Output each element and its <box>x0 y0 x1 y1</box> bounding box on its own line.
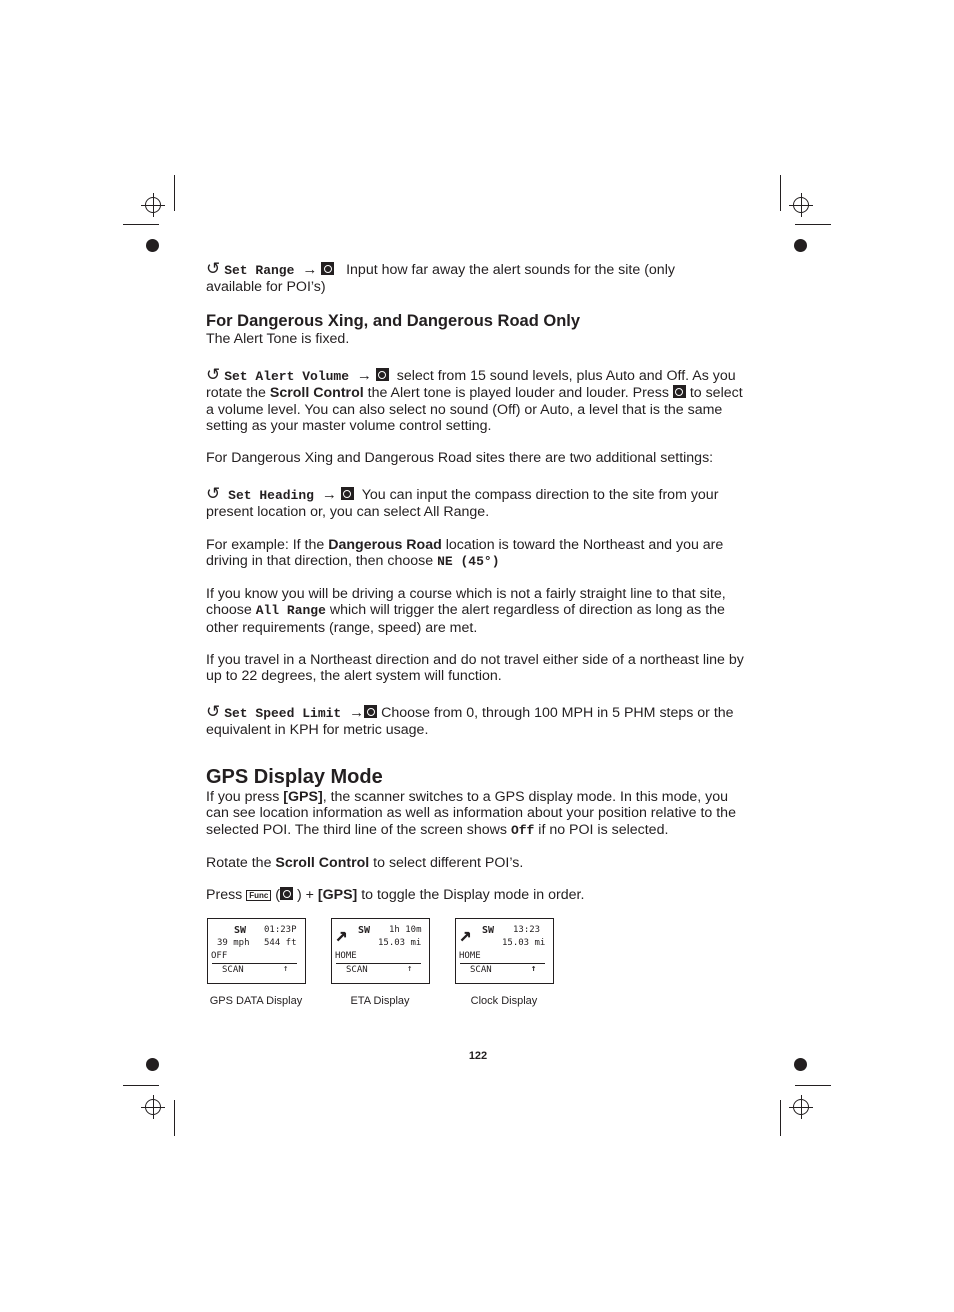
registration-dot-icon <box>146 239 159 252</box>
registration-dot-icon <box>146 1058 159 1071</box>
crop-mark <box>795 1085 831 1086</box>
crop-mark <box>174 1100 175 1136</box>
scroll-knob-icon <box>280 887 293 900</box>
course-paragraph: If you know you will be driving a course which is not a fairly straight line to that site, choose All Range which will trigger the alert regardless of direction as long as the other requirements (range, speed) are met. <box>206 586 726 636</box>
crop-mark <box>795 224 831 225</box>
lcd-poi: OFF <box>211 951 228 961</box>
crop-mark <box>123 1085 159 1086</box>
scroll-knob-icon <box>341 487 354 500</box>
set-heading-label: Set Heading <box>228 488 314 503</box>
gps-paragraph-3: Press Func ( ) + [GPS] to toggle the Display mode in order. <box>206 887 585 903</box>
scroll-knob-icon <box>376 368 389 381</box>
registration-mark-icon <box>145 1099 161 1115</box>
set-heading-paragraph: ↺ Set Heading → You can input the compass direction to the site from your present location or, you can select All Range. <box>206 484 719 521</box>
rotate-icon: ↺ <box>206 259 221 278</box>
lcd-clock-display <box>455 918 554 984</box>
set-range-label: Set Range <box>224 263 295 278</box>
func-key-icon: Func <box>246 890 271 901</box>
lcd-altitude: 544 ft <box>264 938 297 948</box>
lcd-distance: 15.03 mi <box>378 938 422 948</box>
gps-paragraph-1: If you press [GPS], the scanner switches to a GPS display mode. In this mode, you can see location information as well as information about your position relative to the selected POI. The third line of the screen shows Off if no POI is selected. <box>206 789 736 838</box>
set-speed-limit-label: Set Speed Limit <box>224 706 342 721</box>
lcd-speed: 39 mph <box>217 938 250 948</box>
set-alert-volume-label: Set Alert Volume <box>224 369 350 384</box>
lcd-mode: SCAN <box>470 965 492 975</box>
alert-tone-fixed: The Alert Tone is fixed. <box>206 331 350 347</box>
lcd-direction: SW <box>482 925 495 936</box>
registration-dot-icon <box>794 1058 807 1071</box>
caption-gps-data: GPS DATA Display <box>209 995 303 1007</box>
lcd-poi: HOME <box>459 951 481 961</box>
northeast-paragraph: If you travel in a Northeast direction and do not travel either side of a northeast line by up to 22 degrees, the alert system will function. <box>206 652 744 685</box>
rotate-icon: ↺ <box>206 365 221 384</box>
additional-settings-text: For Dangerous Xing and Dangerous Road sites there are two additional settings: <box>206 450 714 466</box>
arrow-up-icon: ↑ <box>283 964 289 974</box>
scroll-knob-icon <box>673 385 686 398</box>
lcd-direction: SW <box>358 925 371 936</box>
scroll-knob-icon <box>364 705 377 718</box>
crop-mark <box>780 175 781 211</box>
set-speed-limit-paragraph: ↺ Set Speed Limit → Choose from 0, through 100 MPH in 5 PHM steps or the equivalent in KPH for metric usage. <box>206 702 734 739</box>
registration-dot-icon <box>794 239 807 252</box>
lcd-mode: SCAN <box>346 965 368 975</box>
gps-section-title: GPS Display Mode <box>206 766 383 788</box>
arrow-up-icon: ↑ <box>407 964 413 974</box>
registration-mark-icon <box>793 197 809 213</box>
lcd-time: 01:23P <box>264 925 297 935</box>
heading-arrow-icon: ↗ <box>335 922 348 946</box>
arrow-right-icon: → <box>321 486 337 503</box>
caption-clock: Clock Display <box>470 995 538 1007</box>
lcd-poi: HOME <box>335 951 357 961</box>
arrow-up-icon: ↑ <box>531 964 537 974</box>
lcd-distance: 15.03 mi <box>502 938 546 948</box>
set-range-paragraph: ↺ Set Range → Input how far away the alert sounds for the site (only available for POI’s) <box>206 259 675 296</box>
example-paragraph: For example: If the Dangerous Road location is toward the Northeast and you are driving in that direction, then choose NE (45°) <box>206 537 724 570</box>
registration-mark-icon <box>793 1099 809 1115</box>
lcd-mode: SCAN <box>222 965 244 975</box>
crop-mark <box>174 175 175 211</box>
caption-eta: ETA Display <box>350 995 410 1007</box>
arrow-right-icon: → <box>356 367 372 384</box>
lcd-eta-display <box>331 918 430 984</box>
arrow-right-icon: → <box>349 704 365 721</box>
rotate-icon: ↺ <box>206 702 221 721</box>
gps-paragraph-2: Rotate the Scroll Control to select different POI’s. <box>206 855 524 871</box>
crop-mark <box>123 224 159 225</box>
arrow-right-icon: → <box>302 261 318 278</box>
registration-mark-icon <box>145 197 161 213</box>
scroll-knob-icon <box>321 262 334 275</box>
set-alert-volume-paragraph: ↺ Set Alert Volume → select from 15 sound levels, plus Auto and Off. As you rotate the Scroll Control the Alert tone is played louder and louder. Press to select a volume level. You can also select no sound (Off) or Auto, a level that is the same setting as your master volume control setting. <box>206 365 743 435</box>
crop-mark <box>780 1100 781 1136</box>
lcd-direction: SW <box>234 925 247 936</box>
lcd-gps-data-display <box>207 918 306 984</box>
lcd-eta: 1h 10m <box>389 925 422 935</box>
dangerous-heading: For Dangerous Xing, and Dangerous Road Only <box>206 312 581 330</box>
lcd-clock: 13:23 <box>513 925 541 935</box>
page-number: 122 <box>468 1050 488 1062</box>
rotate-icon: ↺ <box>206 484 221 503</box>
heading-arrow-icon: ↗ <box>459 922 472 946</box>
